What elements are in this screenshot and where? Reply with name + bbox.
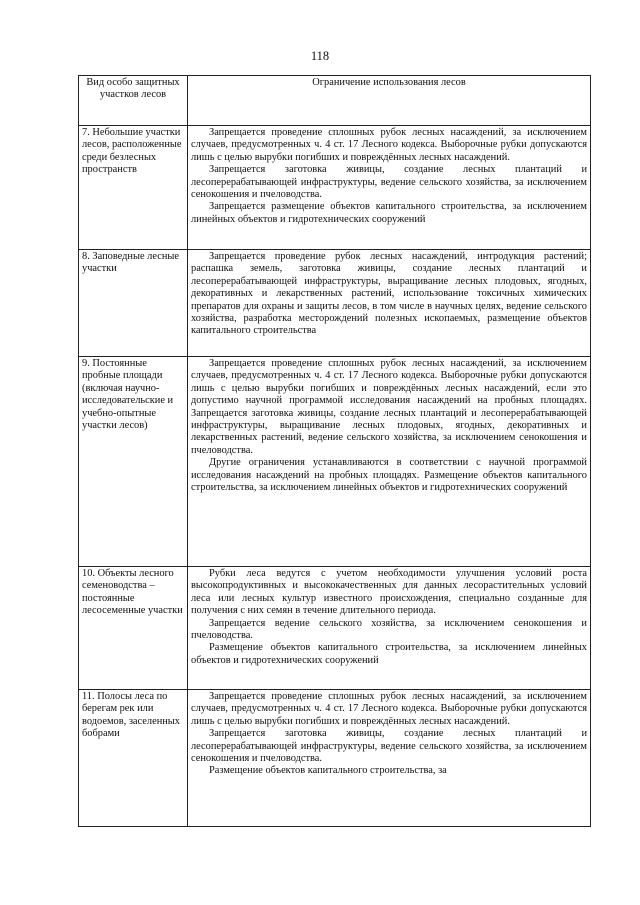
restriction-cell [188,357,591,567]
area-type-cell: 7. Небольшие участки лесов, расположенные среди безлесных пространств [79,126,188,250]
restriction-paragraph: Запрещается заготовка живицы, создание лесных плантаций и лесоперерабатывающей инфраструктуры, ведение сельского хозяйства, за исключением сенокошения и пчеловодства. [191,728,587,765]
table-row [79,250,591,357]
table-row [79,567,591,690]
area-type-cell: 10. Объекты лесного семеноводства – постоянные лесосеменные участки [79,567,188,690]
header-forest-use-restriction: Ограничение использования лесов [188,76,591,126]
area-type-cell: 8. Заповедные лесные участки [79,250,188,357]
restriction-paragraph: Запрещается проведение рубок лесных насаждений, интродукция растений; распашка земель, заготовка живицы, создание лесных плантаций и лесоперерабатывающей инфраструктуры, выращивание лесных плодовых, ягодных, декоративных и лекарственных растений, использование токсичных химических препаратов для охраны и защиты лесов, в том числе в научных целях, ведение сельского хозяйства, разработка месторождений полезных ископаемых, размещение объектов капитального строительства [191,251,587,337]
area-type-cell: 11. Полосы леса по берегам рек или водоемов, заселенных бобрами [79,690,188,827]
area-type-cell: 9. Постоянные пробные площади (включая научно-исследовательские и учебно-опытные участки лесов) [79,357,188,567]
restriction-cell [188,250,591,357]
restriction-paragraph: Рубки леса ведутся с учетом необходимости улучшения условий роста высокопродуктивных и высококачественных для данных лесорастительных условий леса или лесных культур известного происхождения, специально созданные для получения с них семян в течение длительного периода. [191,568,587,617]
restriction-paragraph: Запрещается проведение сплошных рубок лесных насаждений, за исключением случаев, предусмотренных ч. 4 ст. 17 Лесного кодекса. Выборочные рубки допускаются лишь с целью вырубки погибших и повреждённых лесных насаждений, если это допустимо научной программой исследования насаждений на пробных площадях. Запрещается заготовка живицы, создание лесных плантаций и лесоперерабатывающей инфраструктуры, выращивание лесных плодовых, ягодных, декоративных и лекарственных растений, ведение сельского хозяйства, за исключением сенокошения и пчеловодства. [191,358,587,456]
restriction-paragraph: Размещение объектов капитального строительства, за исключением линейных объектов и гидротехнических сооружений [191,642,587,666]
table-row [79,357,591,567]
restriction-paragraph: Запрещается размещение объектов капитального строительства, за исключением линейных объектов и гидротехнических сооружений [191,201,587,225]
restriction-cell [188,126,591,250]
restriction-paragraph: Другие ограничения устанавливаются в соответствии с научной программой исследования насаждений на пробных площадях. Размещение объектов капитального строительства, за исключением линейных объектов и гидротехнических сооружений [191,457,587,494]
header-protected-area-type: Вид особо защитных участков лесов [79,76,188,126]
page-number: 118 [310,49,330,63]
restriction-paragraph: Запрещается проведение сплошных рубок лесных насаждений, за исключением случаев, предусмотренных ч. 4 ст. 17 Лесного кодекса. Выборочные рубки допускаются лишь с целью вырубки погибших и повреждённых лесных насаждений. [191,127,587,163]
restriction-paragraph: Запрещается проведение сплошных рубок лесных насаждений, за исключением случаев, предусмотренных ч. 4 ст. 17 Лесного кодекса. Выборочные рубки допускаются лишь с целью вырубки погибших и повреждённых лесных насаждений. [191,691,587,727]
restriction-cell [188,567,591,690]
table-row [79,690,591,827]
table-row [79,126,591,250]
restriction-paragraph: Размещение объектов капитального строительства, за [209,765,447,777]
restriction-paragraph: Запрещается ведение сельского хозяйства, за исключением сенокошения и пчеловодства. [191,617,587,642]
restriction-cell [188,690,591,827]
restriction-paragraph: Запрещается заготовка живицы, создание лесных плантаций и лесоперерабатывающей инфраструктуры, ведение сельского хозяйства, за исключением сенокошения и пчеловодства. [191,164,587,201]
forest-restrictions-table [78,75,591,827]
table-header-row [79,76,591,126]
